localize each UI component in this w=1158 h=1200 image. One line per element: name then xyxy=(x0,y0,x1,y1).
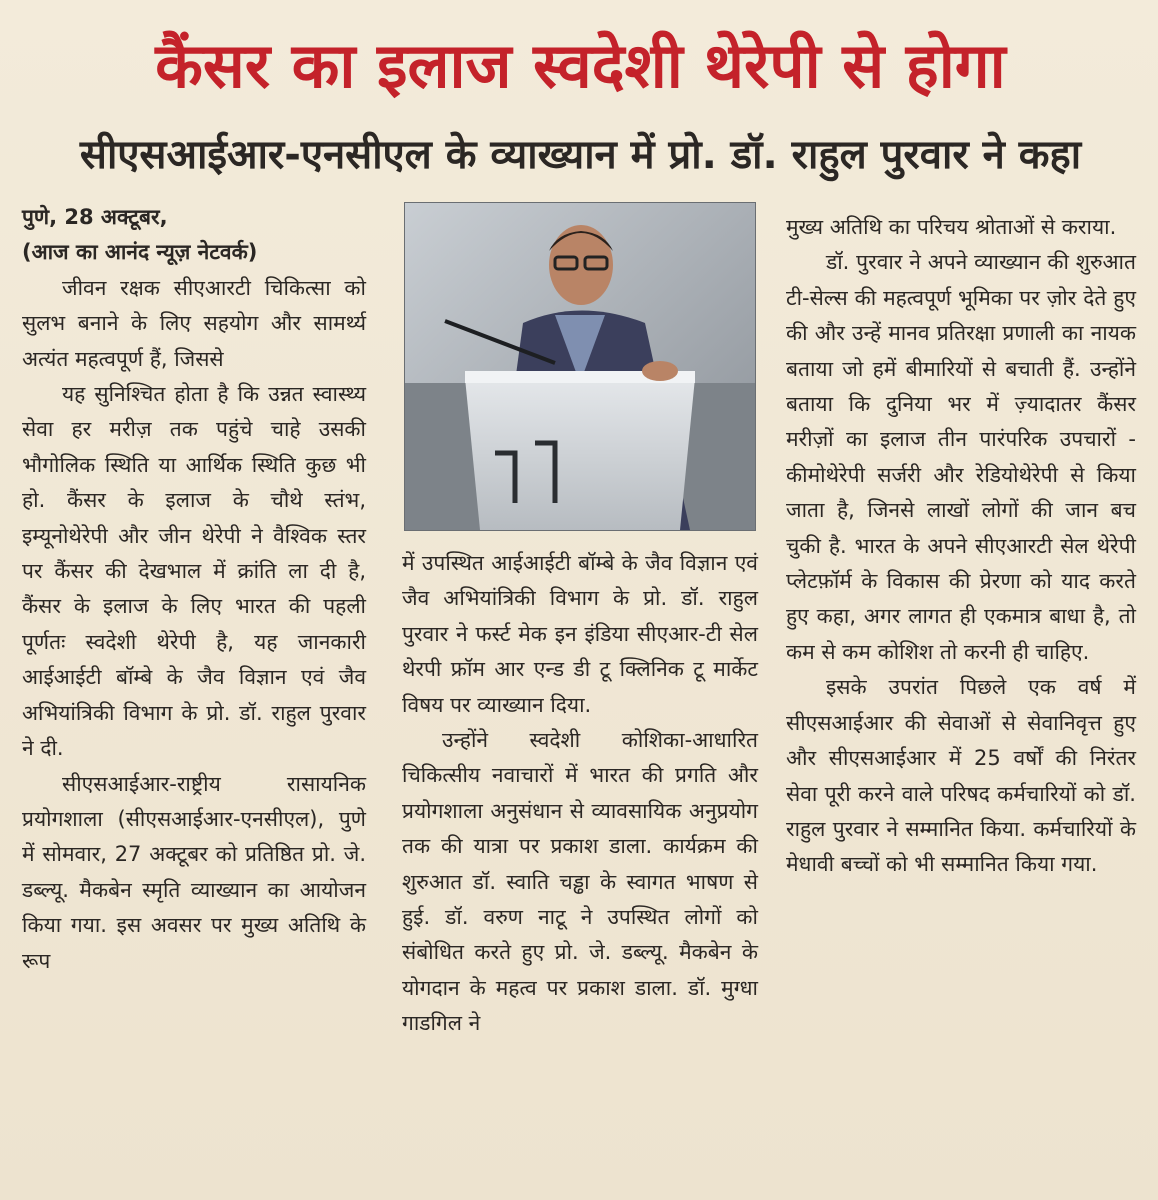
dateline-place-date: पुणे, 28 अक्टूबर, xyxy=(22,205,168,229)
paragraph-5: उन्होंने स्वदेशी कोशिका-आधारित चिकित्सीय नवाचारों में भारत की प्रगति और प्रयोगशाला अनुसंधान से व्यावसायिक अनुप्रयोग तक की यात्रा पर प्रकाश डाला. कार्यक्रम की शुरुआत डॉ. स्वाति चड्ढा के स्वागत भाषण से हुई. डॉ. वरुण नाटू ने उपस्थित लोगों को संबोधित करते हुए प्रो. जे. डब्ल्यू. मैकबेन के योगदान के महत्व पर प्रकाश डाला. डॉ. मुग्धा गाडगिल ने xyxy=(402,728,758,1036)
column-2 xyxy=(402,546,758,1042)
column-3 xyxy=(786,210,1136,883)
paragraph-3: सीएसआईआर-राष्ट्रीय रासायनिक प्रयोगशाला (सीएसआईआर-एनसीएल), पुणे में सोमवार, 27 अक्टूबर को प्रतिष्ठित प्रो. जे. डब्ल्यू. मैकबेन स्मृति व्याख्यान का आयोजन किया गया. इस अवसर पर मुख्य अतिथि के रूप xyxy=(22,771,366,973)
speaker-photo-image xyxy=(405,203,755,530)
speaker-photo xyxy=(404,202,756,531)
subheadline: सीएसआईआर-एनसीएल के व्याख्यान में प्रो. डॉ. राहुल पुरवार ने कहा xyxy=(79,132,1082,178)
dateline-agency: (आज का आनंद न्यूज़ नेटवर्क) xyxy=(22,240,258,265)
paragraph-4: में उपस्थित आईआईटी बॉम्बे के जैव विज्ञान एवं जैव अभियांत्रिकी विभाग के प्रो. डॉ. राहुल पुरवार ने फर्स्ट मेक इन इंडिया सीएआर-टी सेल थेरपी फ्रॉम आर एन्ड डी टू क्लिनिक टू मार्केट विषय पर व्याख्यान दिया. xyxy=(402,551,758,717)
paragraph-6: मुख्य अतिथि का परिचय श्रोताओं से कराया. xyxy=(786,215,1117,239)
paragraph-1: जीवन रक्षक सीएआरटी चिकित्सा को सुलभ बनाने के लिए सहयोग और सामर्थ्य अत्यंत महत्वपूर्ण हैं, जिससे xyxy=(22,275,366,371)
headline: कैंसर का इलाज स्वदेशी थेरेपी से होगा xyxy=(155,29,1006,102)
paragraph-8: इसके उपरांत पिछले एक वर्ष में सीएसआईआर की सेवाओं से सेवानिवृत्त हुए और सीएसआईआर में 25 वर्षों की निरंतर सेवा पूरी करने वाले परिषद कर्मचारियों को डॉ. राहुल पुरवार ने सम्मानित किया. कर्मचारियों के मेधावी बच्चों को भी सम्मानित किया गया. xyxy=(786,675,1136,877)
column-1 xyxy=(22,200,366,979)
paragraph-7: डॉ. पुरवार ने अपने व्याख्यान की शुरुआत टी-सेल्स की महत्वपूर्ण भूमिका पर ज़ोर देते हुए की और उन्हें मानव प्रतिरक्षा प्रणाली का नायक बताया जो हमें बीमारियों से बचाती हैं. उन्होंने बताया कि दुनिया भर में ज़्यादातर कैंसर मरीज़ों का इलाज तीन पारंपरिक उपचारों - कीमोथेरेपी सर्जरी और रेडियोथेरेपी से किया जाता है, जिनसे लाखों लोगों की जान बच चुकी है. भारत के अपने सीएआरटी सेल थेरेपी प्लेटफ़ॉर्म के विकास की प्रेरणा को याद करते हुए कहा, अगर लागत ही एकमात्र बाधा है, तो कम से कम कोशिश तो करनी ही चाहिए. xyxy=(786,250,1136,664)
paragraph-2: यह सुनिश्चित होता है कि उन्नत स्वास्थ्य सेवा हर मरीज़ तक पहुंचे चाहे उसकी भौगोलिक स्थिति या आर्थिक स्थिति कुछ भी हो. कैंसर के इलाज के चौथे स्तंभ, इम्यूनोथेरेपी और जीन थेरेपी ने वैश्विक स्तर पर कैंसर की देखभाल में क्रांति ला दी है, कैंसर के इलाज के लिए भारत की पहली पूर्णतः स्वदेशी थेरेपी है, यह जानकारी आईआईटी बॉम्बे के जैव विज्ञान एवं जैव अभियांत्रिकी विभाग के प्रो. डॉ. राहुल पुरवार ने दी. xyxy=(22,382,366,761)
